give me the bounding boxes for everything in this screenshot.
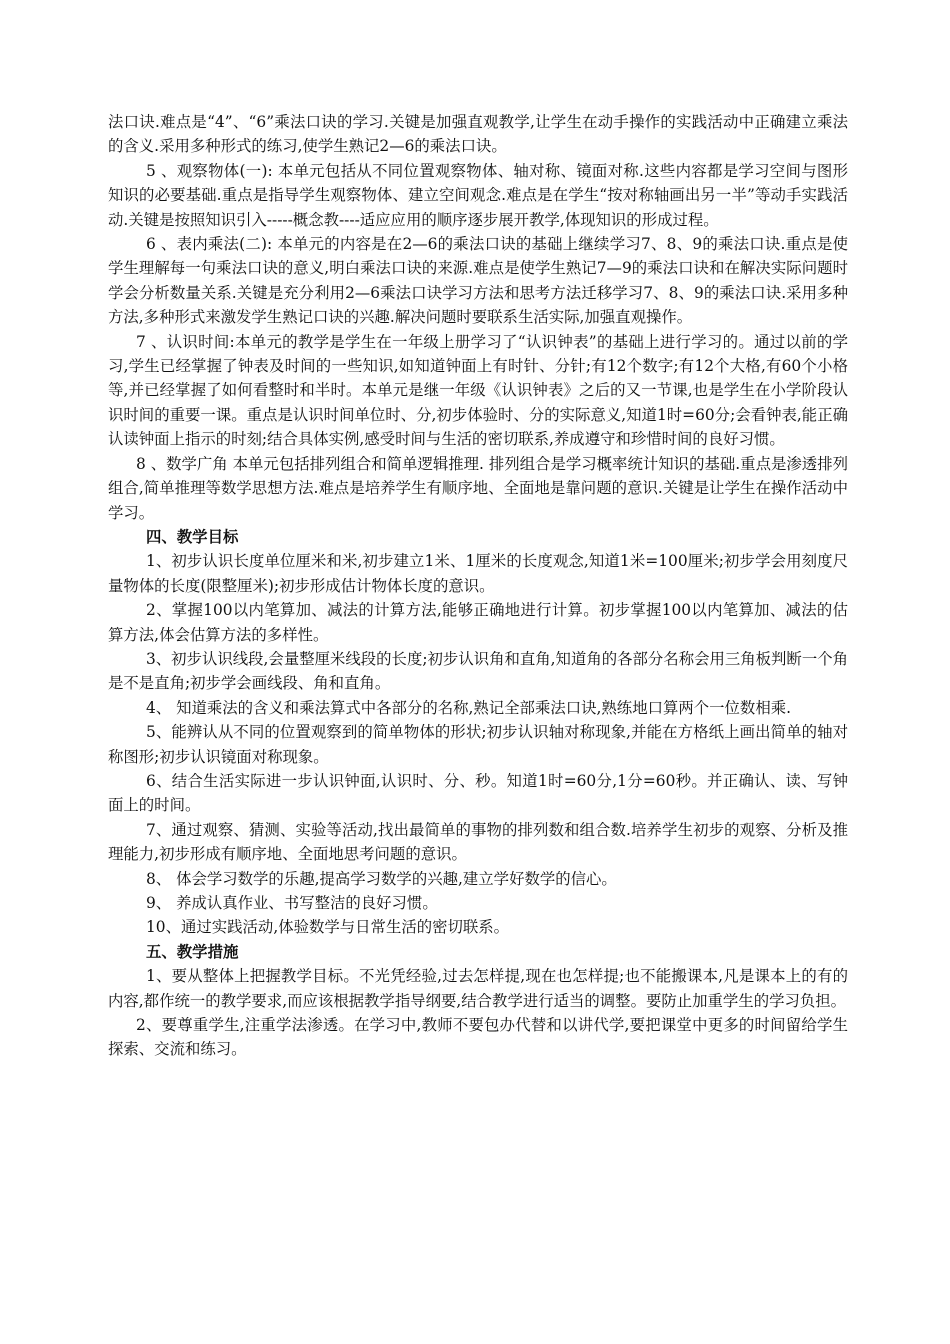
goal-item: 9、 养成认真作业、书写整洁的良好习惯。 bbox=[146, 894, 438, 912]
paragraph-unit5: 5 、观察物体(一): 本单元包括从不同位置观察物体、轴对称、镜面对称.这些内容都是学习空间与图形知识的必要基础.重点是指导学生观察物体、建立空间观念.难点是在学生“按对称轴画出另一半”等动手实践活动.关键是按照知识引入-----概念教----适应应用的顺序逐步展开教学,体现知识的形成过程。 bbox=[108, 161, 848, 229]
goal-item: 8、 体会学习数学的乐趣,提高学习数学的兴趣,建立学好数学的信心。 bbox=[146, 869, 617, 888]
paragraph-unit6: 6 、表内乘法(二): 本单元的内容是在2—6的乘法口诀的基础上继续学习7、8、9的乘法口诀.重点是使学生理解每一句乘法口诀的意义,明白乘法口诀的来源.难点是使学生熟记7—9的乘法口诀和在解决实际问题时学会分析数量关系.关键是充分利用2—6乘法口诀学习方法和思考方法迁移学习7、8、9的乘法口诀.采用多种方法,多种形式来激发学生熟记口诀的兴趣.解决问题时要联系生活实际,加强直观操作。 bbox=[108, 235, 848, 327]
document-page bbox=[108, 110, 848, 1062]
measure-item: 1、要从整体上把握教学目标。不光凭经验,过去怎样提,现在也怎样提;也不能搬课本,凡是课本上的有的内容,都作统一的教学要求,而应该根据教学指导纲要,结合教学进行适当的调整。要防止加重学生的学习负担。 bbox=[108, 967, 848, 1010]
paragraph-unit8: 8 、数学广角 本单元包括排列组合和简单逻辑推理. 排列组合是学习概率统计知识的基础.重点是渗透排列组合,简单推理等数学思想方法.难点是培养学生有顺序地、全面地是靠问题的意识.关键是让学生在操作活动中学习。 bbox=[108, 454, 848, 522]
goal-item: 3、初步认识线段,会量整厘米线段的长度;初步认识角和直角,知道角的各部分名称会用三角板判断一个角是不是直角;初步学会画线段、角和直角。 bbox=[108, 649, 848, 693]
section-heading-measures: 五、教学措施 bbox=[146, 942, 239, 961]
section-heading-goals: 四、教学目标 bbox=[146, 527, 239, 546]
goal-item: 1、初步认识长度单位厘米和米,初步建立1米、1厘米的长度观念,知道1米=100厘米;初步学会用刻度尺量物体的长度(限整厘米);初步形成估计物体长度的意识。 bbox=[108, 552, 848, 595]
measure-item: 2、要尊重学生,注重学法渗透。在学习中,教师不要包办代替和以讲代学,要把课堂中更多的时间留给学生探索、交流和练习。 bbox=[108, 1016, 848, 1059]
goal-item: 4、 知道乘法的含义和乘法算式中各部分的名称,熟记全部乘法口诀,熟练地口算两个一位数相乘. bbox=[146, 698, 791, 717]
paragraph-unit7: 7 、认识时间:本单元的教学是学生在一年级上册学习了“认识钟表”的基础上进行学习的。通过以前的学习,学生已经掌握了钟表及时间的一些知识,如知道钟面上有时针、分针;有12个数字;有12个大格,有60个小格等,并已经掌握了如何看整时和半时。本单元是继一年级《认识钟表》之后的又一节课,也是学生在小学阶段认识时间的重要一课。重点是认识时间单位时、分,初步体验时、分的实际意义,知道1时=60分;会看钟表,能正确认读钟面上指示的时刻;结合具体实例,感受时间与生活的密切联系,养成遵守和珍惜时间的良好习惯。 bbox=[108, 332, 848, 449]
goal-item: 10、通过实践活动,体验数学与日常生活的密切联系。 bbox=[146, 918, 510, 937]
goal-item: 7、通过观察、猜测、实验等活动,找出最简单的事物的排列数和组合数.培养学生初步的观察、分析及推理能力,初步形成有顺序地、全面地思考问题的意识。 bbox=[108, 820, 848, 864]
goal-item: 5、能辨认从不同的位置观察到的简单物体的形状;初步认识轴对称现象,并能在方格纸上画出简单的轴对称图形;初步认识镜面对称现象。 bbox=[108, 723, 848, 766]
paragraph-unit4-cont: 法口诀.难点是“4”、“6”乘法口诀的学习.关键是加强直观教学,让学生在动手操作的实践活动中正确建立乘法的含义.采用多种形式的练习,使学生熟记2—6的乘法口诀。 bbox=[108, 113, 848, 156]
goal-item: 6、结合生活实际进一步认识钟面,认识时、分、秒。知道1时=60分,1分=60秒。并正确认、读、写钟面上的时间。 bbox=[108, 771, 848, 815]
goal-item: 2、掌握100以内笔算加、减法的计算方法,能够正确地进行计算。初步掌握100以内笔算加、减法的估算方法,体会估算方法的多样性。 bbox=[108, 601, 848, 644]
